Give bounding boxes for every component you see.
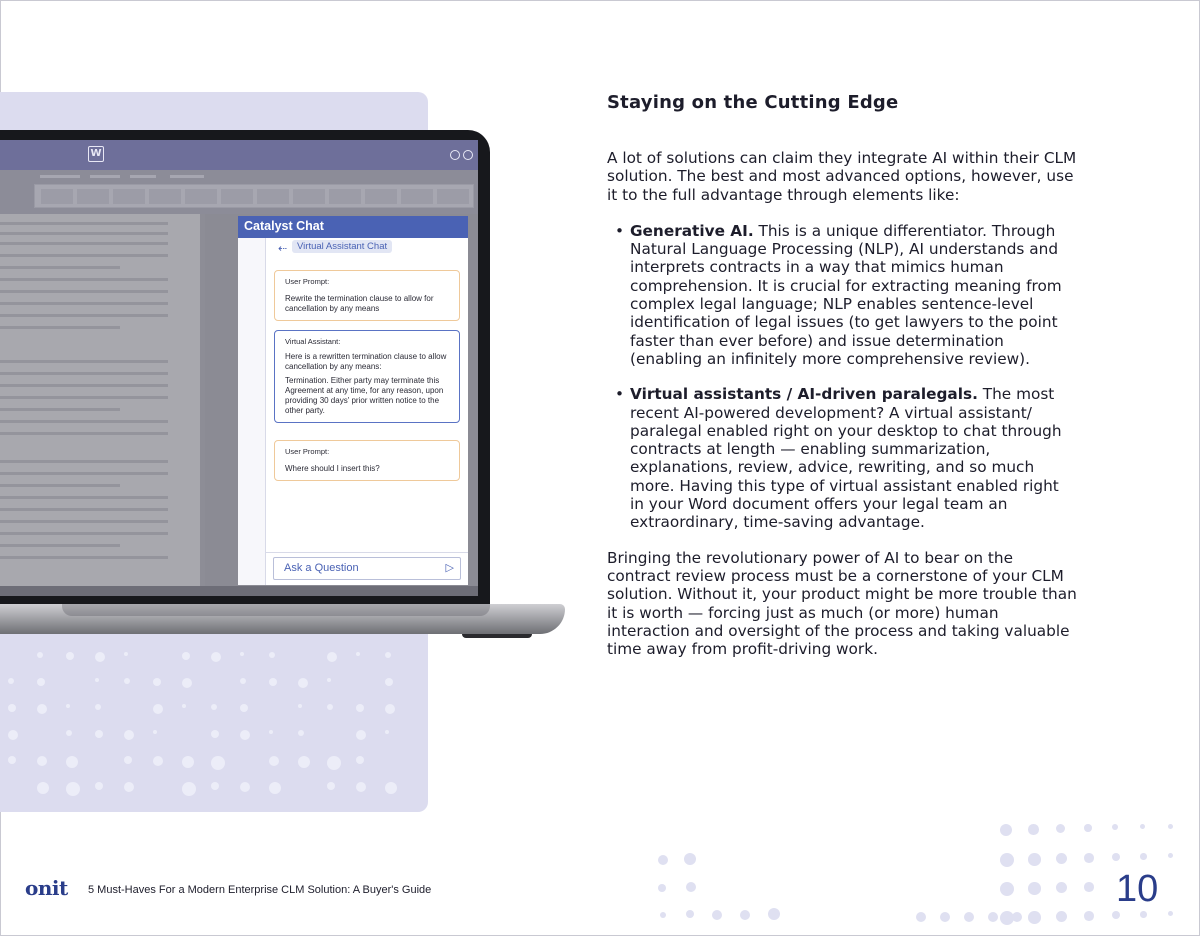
decorative-dot (658, 884, 666, 892)
closing-paragraph: Bringing the revolutionary power of AI to bear on the contract review process must be a cornerstone of your CLM solution. Without it, your product might be more trouble than it is worth — forcing just as much (or more) human interaction and oversight of the process and taking valuable time away from profit-driving work. (607, 548, 1077, 659)
decorative-dot (95, 782, 103, 790)
document-text-line (0, 290, 168, 293)
decorative-dot (37, 652, 43, 658)
document-text-line (0, 222, 168, 225)
ribbon-button[interactable] (113, 189, 145, 204)
document-text-line (0, 496, 168, 499)
document-text-line (0, 520, 168, 523)
decorative-dot (240, 730, 250, 740)
decorative-dot (124, 782, 134, 792)
document-text-line (0, 314, 168, 317)
decorative-dot (37, 782, 49, 794)
assistant-message (274, 330, 460, 423)
decorative-dot (1112, 911, 1120, 919)
decorative-dot (1084, 911, 1094, 921)
document-text-line (0, 396, 168, 399)
decorative-dot (327, 756, 341, 770)
chat-panel-title: Catalyst Chat (238, 216, 468, 238)
decorative-dot (211, 704, 217, 710)
decorative-dot (153, 730, 157, 734)
decorative-dot (95, 678, 99, 682)
document-page[interactable] (0, 214, 200, 586)
decorative-dot (684, 853, 696, 865)
decorative-dot (1028, 824, 1039, 835)
message-label: User Prompt: (285, 277, 330, 286)
document-text-line (0, 232, 168, 235)
decorative-dot (211, 730, 219, 738)
message-text: Here is a rewritten termination clause to allow cancellation by any means: (285, 352, 447, 371)
decorative-dot (37, 678, 45, 686)
ask-question-placeholder: Ask a Question (284, 562, 359, 574)
ribbon-button[interactable] (77, 189, 109, 204)
decorative-dot (1000, 824, 1012, 836)
decorative-dot (124, 652, 128, 656)
decorative-dot (153, 704, 163, 714)
decorative-dot (269, 652, 275, 658)
decorative-dot (1056, 882, 1067, 893)
screen-bottom-bar (0, 586, 478, 596)
decorative-dot (356, 756, 364, 764)
list-item-text: This is a unique differentiator. Through Natural Language Processing (NLP), AI understands and interprets contracts in a way that mimics human comprehension. It is crucial for extracting meaning from complex legal language; NLP enables sentence-level identification of legal issues (to get lawyers to the point faster than ever before) and issue determination (enabling an infinitely more comprehensive review). (630, 221, 1062, 368)
laptop-foot (462, 634, 532, 638)
decorative-dot (269, 782, 281, 794)
document-text-line (0, 266, 120, 269)
document-text-line (0, 278, 168, 281)
decorative-dot (8, 730, 18, 740)
decorative-dot (211, 756, 225, 770)
list-item-text: The most recent AI-powered development? A virtual assistant/ paralegal enabled right on your desktop to chat through contracts at length — enabling summarization, explanations, review, advice, rewriting, and so much more. Having this type of virtual assistant enabled right in your Word document offers your legal team an extraordinary, time-saving advantage. (630, 385, 1062, 532)
footer-title: 5 Must-Haves For a Modern Enterprise CLM Solution: A Buyer's Guide (88, 884, 432, 896)
document-text-line (0, 420, 168, 423)
user-prompt-message (274, 270, 460, 321)
chat-panel (238, 216, 468, 585)
document-text-line (0, 372, 168, 375)
decorative-dot (95, 652, 105, 662)
page-number: 10 (1116, 868, 1159, 910)
decorative-dot (240, 782, 250, 792)
document-text-line (0, 408, 120, 411)
decorative-dot (1056, 911, 1067, 922)
decorative-dot (269, 678, 277, 686)
document-text-line (0, 532, 168, 535)
ribbon-button[interactable] (329, 189, 361, 204)
decorative-dot (8, 756, 16, 764)
decorative-dot (1000, 853, 1014, 867)
decorative-dot (298, 730, 304, 736)
decorative-dot (66, 652, 74, 660)
decorative-dot (385, 652, 391, 658)
document-text-line (0, 556, 168, 559)
decorative-dot (95, 704, 101, 710)
decorative-dot (124, 730, 134, 740)
decorative-dot (940, 912, 950, 922)
decorative-dot (37, 704, 47, 714)
intro-paragraph: A lot of solutions can claim they integrate AI within their CLM solution. The best and most advanced options, however, use it to the full advantage through elements like: (607, 149, 1077, 204)
decorative-dot (712, 910, 722, 920)
chat-tab-virtual-assistant[interactable]: Virtual Assistant Chat (292, 240, 392, 253)
decorative-dot (298, 704, 302, 708)
decorative-dot (153, 678, 161, 686)
decorative-dot (182, 756, 194, 768)
decorative-dot (1084, 824, 1092, 832)
decorative-dot (768, 908, 780, 920)
decorative-dot (95, 730, 103, 738)
decorative-dot (385, 704, 395, 714)
decorative-dot (182, 782, 196, 796)
decorative-dot (8, 704, 16, 712)
decorative-dot (66, 782, 80, 796)
decorative-dot (916, 912, 926, 922)
decorative-dot (686, 882, 696, 892)
decorative-dot (298, 756, 310, 768)
document-text-line (0, 472, 168, 475)
decorative-dot (356, 704, 364, 712)
feature-list (607, 222, 1077, 532)
laptop-screen (0, 140, 478, 596)
app-ribbon (0, 170, 478, 214)
decorative-dot (1084, 882, 1094, 892)
decorative-dot (1168, 824, 1173, 829)
ribbon-button[interactable] (365, 189, 397, 204)
decorative-dot (1112, 824, 1118, 830)
decorative-dot (385, 782, 397, 794)
decorative-dot (1168, 911, 1173, 916)
word-icon: W (88, 146, 104, 162)
ribbon-button[interactable] (293, 189, 325, 204)
decorative-dot (182, 704, 186, 708)
decorative-dot (124, 678, 130, 684)
document-text-line (0, 384, 168, 387)
document-text-line (0, 254, 168, 257)
message-text: Termination. Either party may terminate this Agreement at any time, for any reason, upon providing 30 days' prior written notice to the other party. (285, 376, 444, 415)
decorative-dot (37, 756, 47, 766)
decorative-dot (327, 678, 331, 682)
decorative-dot (686, 910, 694, 918)
decorative-dot (740, 910, 750, 920)
decorative-dot (1168, 853, 1173, 858)
back-arrow-icon[interactable]: ⇠ (278, 242, 288, 255)
decorative-dot (1056, 824, 1065, 833)
section-heading: Staying on the Cutting Edge (607, 92, 899, 113)
decorative-dot (660, 912, 666, 918)
decorative-dot (240, 704, 248, 712)
article-content (607, 92, 1077, 658)
decorative-dot (8, 678, 14, 684)
app-titlebar (0, 140, 478, 170)
document-text-line (0, 242, 168, 245)
user-prompt-message (274, 440, 460, 481)
decorative-dot (182, 652, 190, 660)
list-item-lead: Virtual assistants / AI-driven paralegals. (630, 385, 978, 404)
list-item (607, 222, 1077, 368)
document-text-line (0, 544, 120, 547)
decorative-dot (66, 730, 72, 736)
decorative-dot (1012, 912, 1022, 922)
document-text-line (0, 484, 120, 487)
decorative-dot (1028, 853, 1041, 866)
document-text-line (0, 432, 168, 435)
decorative-dot (658, 855, 668, 865)
laptop-hinge (62, 604, 490, 616)
decorative-dot (356, 782, 366, 792)
decorative-dot (356, 730, 366, 740)
decorative-dot (269, 730, 273, 734)
decorative-dot (66, 704, 70, 708)
decorative-dot (1000, 882, 1014, 896)
decorative-dot (211, 652, 221, 662)
message-label: Virtual Assistant: (285, 337, 341, 346)
decorative-dot (1084, 853, 1094, 863)
decorative-dot (211, 782, 219, 790)
onit-logo: onit (25, 876, 68, 900)
ribbon-button[interactable] (257, 189, 289, 204)
ribbon-button[interactable] (41, 189, 73, 204)
decorative-dot (124, 756, 132, 764)
ribbon-button[interactable] (185, 189, 217, 204)
decorative-dot (66, 756, 78, 768)
list-item-lead: Generative AI. (630, 221, 754, 240)
decorative-dot (327, 704, 333, 710)
decorative-dot (240, 678, 246, 684)
ribbon-button[interactable] (401, 189, 433, 204)
decorative-dot (1028, 882, 1041, 895)
ribbon-button[interactable] (149, 189, 181, 204)
decorative-dot (1112, 853, 1120, 861)
decorative-dot (327, 652, 337, 662)
close-icon[interactable] (463, 150, 473, 160)
decorative-dot (240, 652, 244, 656)
document-text-line (0, 508, 168, 511)
decorative-dot (1056, 853, 1067, 864)
decorative-dot (298, 678, 308, 688)
decorative-dot (182, 678, 192, 688)
list-item (607, 385, 1077, 531)
message-text: Rewrite the termination clause to allow for cancellation by any means (285, 294, 434, 313)
document-text-line (0, 302, 168, 305)
decorative-dot (1140, 911, 1147, 918)
decorative-dot (269, 756, 279, 766)
ask-question-input[interactable] (273, 557, 461, 580)
decorative-dot (327, 782, 335, 790)
decorative-dot (153, 756, 163, 766)
decorative-dot (1140, 853, 1147, 860)
minimize-icon[interactable] (450, 150, 460, 160)
decorative-dot (385, 678, 393, 686)
message-text: Where should I insert this? (285, 464, 380, 473)
document-text-line (0, 326, 120, 329)
document-text-line (0, 360, 168, 363)
ribbon-toolbar (34, 184, 474, 208)
decorative-dot (1028, 911, 1041, 924)
ribbon-button[interactable] (437, 189, 469, 204)
decorative-dot (988, 912, 998, 922)
decorative-dot (964, 912, 974, 922)
decorative-dot (356, 652, 360, 656)
message-label: User Prompt: (285, 447, 330, 456)
document-text-line (0, 460, 168, 463)
chat-sidebar (238, 238, 266, 585)
send-icon[interactable]: ▷ (445, 561, 454, 574)
input-divider (266, 552, 468, 553)
decorative-dot (385, 730, 389, 734)
decorative-dot (1140, 824, 1145, 829)
ribbon-button[interactable] (221, 189, 253, 204)
